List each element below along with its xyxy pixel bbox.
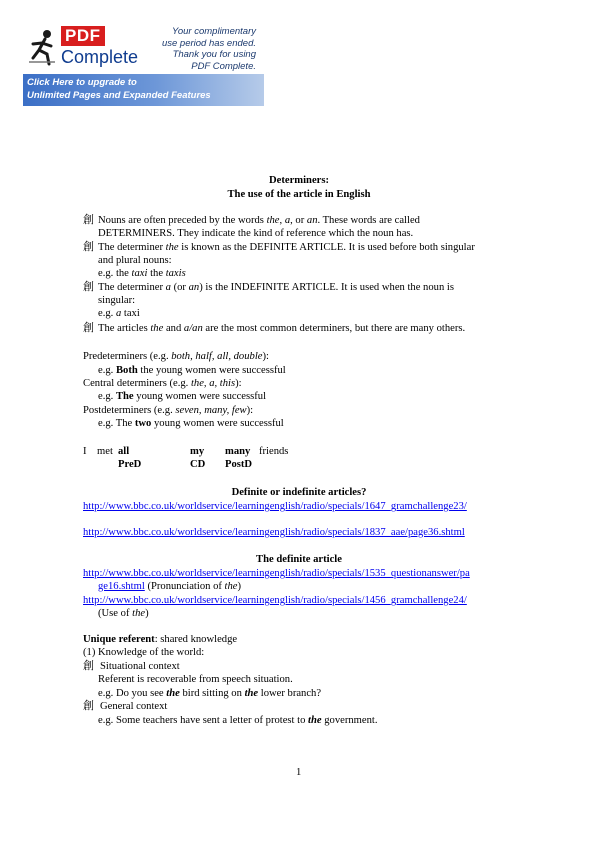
paragraph-nouns bbox=[98, 214, 515, 240]
situational-context-text: Referent is recoverable from speech situation. bbox=[98, 674, 293, 685]
general-context-heading: General context bbox=[100, 701, 168, 712]
page-number: 1 bbox=[296, 767, 302, 778]
logo-complete-text: Complete bbox=[61, 47, 139, 67]
bbc-link-aae-page36[interactable]: http://www.bbc.co.uk/worldservice/learningenglish/radio/specials/1837_aae/page36.shtml bbox=[83, 527, 465, 538]
paragraph-line: The articles the and a/an are the most common determiners, but there are many others. bbox=[98, 323, 466, 334]
bullet-icon: 創 bbox=[83, 700, 94, 712]
runner-logo-icon bbox=[27, 28, 57, 68]
example-label: CD bbox=[190, 459, 206, 470]
paragraph-line: Nouns are often preceded by the words the, a, or an. These words are called bbox=[98, 215, 420, 226]
bullet-icon: 創 bbox=[83, 660, 94, 672]
example-word: friends bbox=[259, 446, 289, 457]
banner-top bbox=[23, 22, 264, 74]
paragraph-articles bbox=[98, 322, 515, 335]
example-label: PostD bbox=[225, 459, 253, 470]
heading-definite-article: The definite article bbox=[256, 554, 342, 565]
general-context-example: e.g. Some teachers have sent a letter of protest to the government. bbox=[98, 715, 378, 726]
unique-referent-label: Unique referent bbox=[83, 634, 155, 645]
banner-message-line: Thank you for using bbox=[172, 49, 256, 60]
upgrade-banner[interactable] bbox=[23, 22, 264, 106]
paragraph-indefinite bbox=[98, 281, 515, 320]
banner-message bbox=[146, 26, 256, 72]
example-word: many bbox=[225, 446, 251, 457]
bbc-link-gramchallenge23[interactable]: http://www.bbc.co.uk/worldservice/learningenglish/radio/specials/1647_gramchallenge23/ bbox=[83, 501, 467, 512]
paragraph-line: e.g. a taxi bbox=[98, 308, 140, 319]
example-word: all bbox=[118, 446, 130, 457]
document-title: Determiners: bbox=[269, 175, 329, 186]
example-word: I bbox=[83, 446, 87, 457]
predeterminers-example: e.g. Both the young women were successful bbox=[98, 365, 286, 376]
paragraph-line: The determiner a (or an) is the INDEFINITE ARTICLE. It is used when the noun is bbox=[98, 282, 454, 293]
document-subtitle: The use of the article in English bbox=[227, 189, 371, 200]
upgrade-link-line[interactable]: Click Here to upgrade to bbox=[27, 77, 137, 88]
upgrade-link[interactable] bbox=[27, 77, 263, 102]
unique-referent-rest: : shared knowledge bbox=[154, 634, 238, 645]
bbc-link-questionanswer[interactable]: http://www.bbc.co.uk/worldservice/learningenglish/radio/specials/1535_questionanswer/pa bbox=[83, 568, 470, 579]
pronunciation-note: (Pronunciation of the) bbox=[147, 581, 242, 592]
heading-definite-or-indefinite: Definite or indefinite articles? bbox=[231, 487, 367, 498]
situational-context-example: e.g. Do you see the bird sitting on the lower branch? bbox=[98, 688, 322, 699]
paragraph-line: DETERMINERS. They indicate the kind of reference which the noun has. bbox=[98, 228, 414, 239]
paragraph-definite bbox=[98, 241, 515, 280]
postdeterminers-example: e.g. The two young women were successful bbox=[98, 418, 284, 429]
logo-pdf-text: PDF bbox=[61, 26, 105, 46]
paragraph-line: singular: bbox=[98, 295, 136, 306]
bullet-icon: 創 bbox=[83, 241, 94, 253]
central-determiners-example: e.g. The young women were successful bbox=[98, 391, 267, 402]
example-word: my bbox=[190, 446, 205, 457]
use-note: (Use of the) bbox=[98, 608, 149, 619]
banner-message-line: Your complimentary bbox=[172, 26, 256, 37]
banner-message-line: use period has ended. bbox=[161, 37, 256, 49]
link-continuation-line bbox=[98, 580, 241, 593]
paragraph-line: and plural nouns: bbox=[98, 255, 172, 266]
bbc-link-questionanswer-cont[interactable]: ge16.shtml bbox=[98, 581, 145, 592]
knowledge-line: (1) Knowledge of the world: bbox=[83, 647, 205, 658]
bullet-icon: 創 bbox=[83, 281, 94, 293]
banner-message-line: PDF Complete. bbox=[191, 60, 256, 72]
upgrade-link-line[interactable]: Unlimited Pages and Expanded Features bbox=[27, 89, 211, 101]
central-determiners-line: Central determiners (e.g. the, a, this): bbox=[83, 378, 242, 389]
upgrade-link-area[interactable] bbox=[23, 74, 264, 106]
bbc-link-gramchallenge24[interactable]: http://www.bbc.co.uk/worldservice/learningenglish/radio/specials/1456_gramchallenge24/ bbox=[83, 595, 467, 606]
paragraph-line: The determiner the is known as the DEFINITE ARTICLE. It is used before both singular bbox=[98, 242, 475, 253]
postdeterminers-line: Postdeterminers (e.g. seven, many, few): bbox=[83, 405, 254, 416]
situational-context-heading: Situational context bbox=[100, 661, 180, 672]
example-word: met bbox=[97, 446, 113, 457]
unique-referent-line bbox=[83, 633, 237, 646]
bullet-icon: 創 bbox=[83, 214, 94, 226]
example-label: PreD bbox=[118, 459, 142, 470]
paragraph-line: e.g. the taxi the taxis bbox=[98, 268, 186, 279]
bullet-icon: 創 bbox=[83, 322, 94, 334]
predeterminers-line: Predeterminers (e.g. both, half, all, double): bbox=[83, 351, 269, 362]
